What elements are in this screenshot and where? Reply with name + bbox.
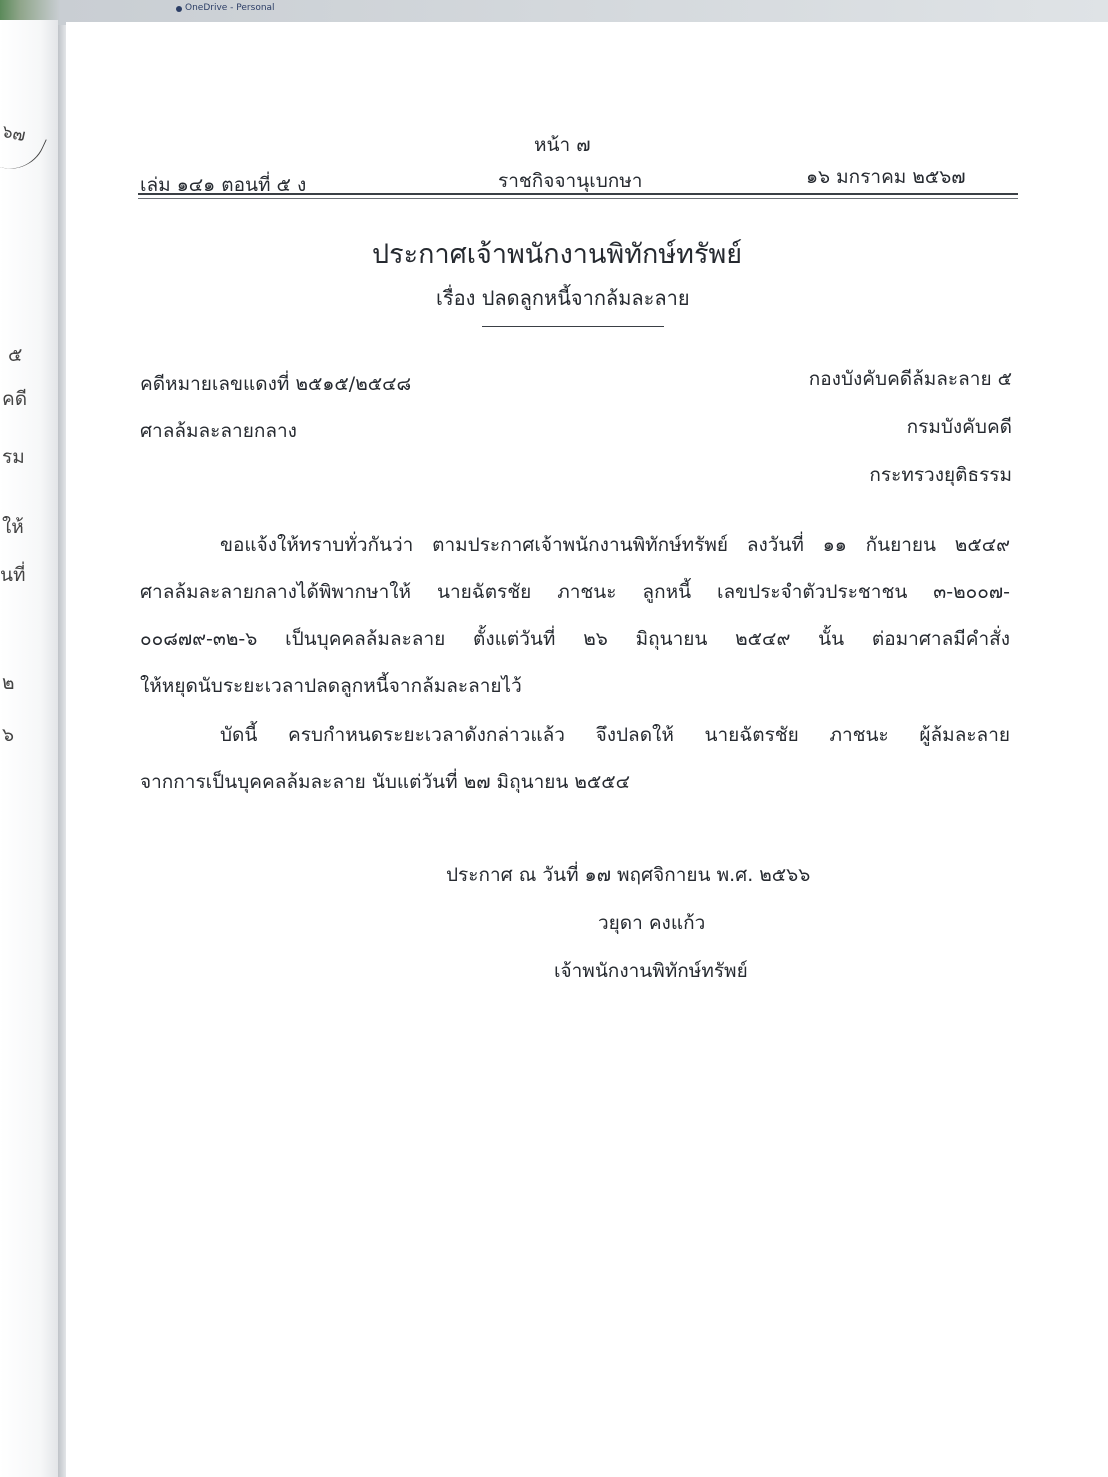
announcement-subject: เรื่อง ปลดลูกหนี้จากล้มละลาย [436,286,690,310]
body-line: ให้หยุดนับระยะเวลาปลดลูกหนี้จากล้มละลายไว้ [140,675,522,697]
office-ministry: กระทรวงยุติธรรม [869,464,1012,486]
gazette-date: ๑๖ มกราคม ๒๕๖๗ [806,166,966,188]
prev-fragment: ๒ [2,672,15,694]
header-rule-thin [138,198,1018,199]
prev-fragment: นที่ [0,564,26,586]
volume-issue: เล่ม ๑๔๑ ตอนที่ ๕ ง [140,174,307,196]
case-number: คดีหมายเลขแดงที่ ๒๕๑๕/๒๕๔๘ [140,373,412,395]
announcement-date: ประกาศ ณ วันที่ ๑๗ พฤศจิกายน พ.ศ. ๒๕๖๖ [446,864,811,886]
header-rule [138,193,1018,195]
court-name: ศาลล้มละลายกลาง [140,420,297,442]
body-paragraph-1 [140,522,1010,710]
body-line: บัดนี้ ครบกำหนดระยะเวลาดังกล่าวแล้ว จึงปลดให้ นายฉัตรชัย ภาชนะ ผู้ล้มละลาย [220,724,1010,746]
prev-fragment: ๖ [2,724,15,746]
gazette-name: ราชกิจจานุเบกษา [498,170,643,192]
prev-fragment: ให้ [2,516,24,538]
prev-fragment: ๕ [8,344,23,366]
body-line: จากการเป็นบุคคลล้มละลาย นับแต่วันที่ ๒๗ มิถุนายน ๒๕๕๔ [140,771,631,793]
body-line: ศาลล้มละลายกลางได้พิพากษาให้ นายฉัตรชัย ภาชนะ ลูกหนี้ เลขประจำตัวประชาชน ๓-๒๐๐๗- [140,581,1010,603]
page-number: หน้า ๗ [534,134,591,156]
office-division: กองบังคับคดีล้มละลาย ๕ [808,368,1012,390]
body-line: ขอแจ้งให้ทราบทั่วกันว่า ตามประกาศเจ้าพนักงานพิทักษ์ทรัพย์ ลงวันที่ ๑๑ กันยายน ๒๕๔๙ [220,534,1010,556]
prev-fragment: ๖๗ [0,121,28,147]
onedrive-label: OneDrive - Personal [185,3,275,13]
title-underline [482,326,664,327]
announcement-title: ประกาศเจ้าพนักงานพิทักษ์ทรัพย์ [372,239,743,270]
previous-page-edge [0,20,58,1477]
signer-name: วยุดา คงแก้ว [598,912,706,934]
body-paragraph-2 [140,712,1010,806]
prev-fragment: คดี [2,388,28,410]
prev-fragment: รม [2,446,25,468]
onedrive-icon [176,6,182,12]
body-line: ๐๐๘๗๙-๓๒-๖ เป็นบุคคลล้มละลาย ตั้งแต่วันที่ ๒๖ มิถุนายน ๒๕๔๙ นั้น ต่อมาศาลมีคำสั่ง [140,628,1010,650]
office-department: กรมบังคับคดี [906,416,1012,438]
signer-position: เจ้าพนักงานพิทักษ์ทรัพย์ [554,960,748,982]
